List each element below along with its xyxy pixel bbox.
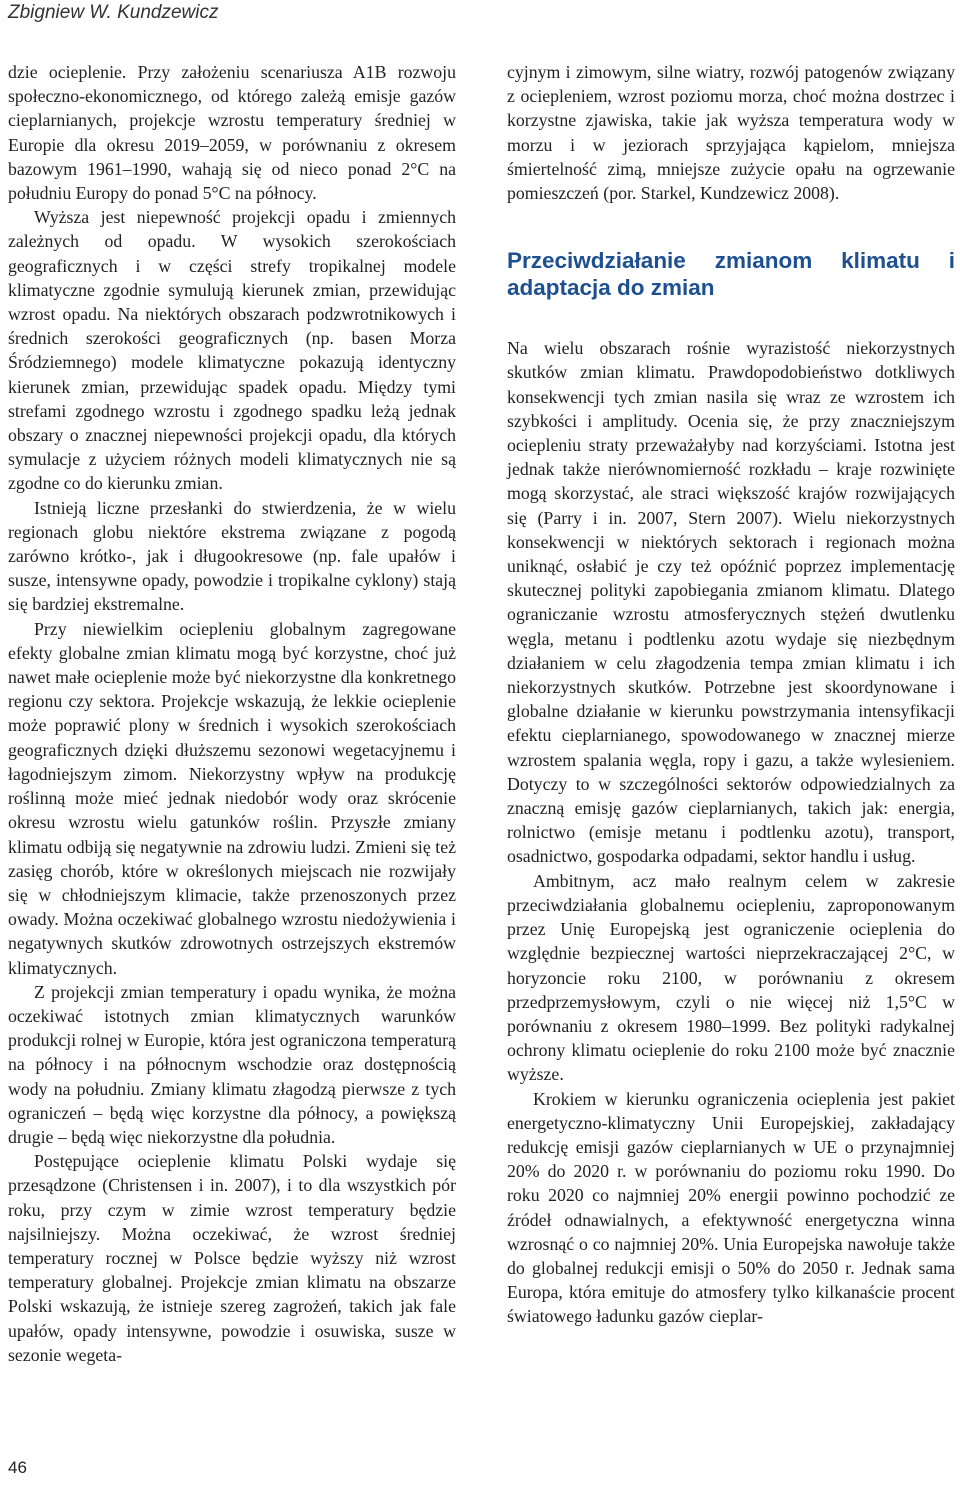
paragraph: Ambitnym, acz mało realnym celem w zakresie przeciwdziałania globalnemu ociepleniu, zaproponowanym przez Unię Europejską jest ograniczenie ocieplenia do względnie bezpiecznej wartości nieprzekraczającej 2°C, w horyzoncie roku 2100, w porównaniu z okresem przedprzemysłowym, czyli o nie więcej niż 1,5°C w porównaniu z okresem 1980–1999. Bez polityki radykalnej ochrony klimatu ocieplenie do roku 2100 może być znacznie wyższe. bbox=[507, 870, 955, 1085]
paragraph: Krokiem w kierunku ograniczenia ocieplenia jest pakiet energetyczno-klimatyczny Unii Europejskiej, zakładający redukcję emisji gazów cieplarnianych w UE o przynajmniej 20% do 2020 r. w porównaniu do poziomu roku 1990. Do roku 2020 co najmniej 20% energii powinno pochodzić ze źródeł odnawialnych, a efektywność energetyczna winna wzrosnąć o co najmniej 20%. Unia Europejska nawołuje także do globalnej redukcji emisji o 50% do 2050 r. Jednak sama Europa, która emituje do atmosfery tylko kilkanaście procent światowego ładunku gazów cieplar- bbox=[507, 1088, 955, 1327]
paragraph: Wyższa jest niepewność projekcji opadu i zmiennych zależnych od opadu. W wysokich szerokościach geograficznych i w części strefy tropikalnej modele klimatyczne zgodnie symulują kierunek zmian, przewidując wzrost opadu. Na niektórych obszarach podzwrotnikowych i średnich szerokości geograficznych (np. basen Morza Śródziemnego) modele klimatyczne pokazują identyczny kierunek zmian, przewidując spadek opadu. Między tymi strefami zgodnego wzrostu i zgodnego spadku leżą jednak obszary o znacznej niepewności projekcji opadu, dla których symulacje z użyciem różnych modeli klimatycznych nie są zgodne co do kierunku zmian. bbox=[8, 207, 456, 494]
paragraph: Z projekcji zmian temperatury i opadu wynika, że można oczekiwać istotnych zmian klimatycznych warunków produkcji rolnej w Europie, która jest ograniczona temperaturą na północy i na północnym wschodzie oraz dostępnością wody na południu. Zmiany klimatu złagodzą pierwsze z tych ograniczeń – będą więc korzystne dla północy, a powiększą drugie – będą więc niekorzystne dla południa. bbox=[8, 981, 456, 1147]
right-column bbox=[507, 60, 955, 1329]
paragraph: Przy niewielkim ociepleniu globalnym zagregowane efekty globalne zmian klimatu mogą być korzystne, choć już nawet małe ocieplenie może być niekorzystne dla konkretnego regionu czy sektora. Projekcje wskazują, że lekkie ocieplenie może poprawić plony w średnich i wysokich szerokościach geograficznych dzięki dłuższemu sezonowi wegetacyjnemu i łagodniejszym zimom. Niekorzystny wpływ na produkcję roślinną może mieć jednak niedobór wody oraz skrócenie okresu wzrostu wielu gatunków roślin. Przyszłe zmiany klimatu odbiją się negatywnie na zdrowiu ludzi. Zmieni się też zasięg chorób, które w określonych miejscach nie rozwijały się w chłodniejszym klimacie, także przenoszonych przez owady. Można oczekiwać globalnego wzrostu niedożywienia i negatywnych skutków zdrowotnych ostrzejszych ekstremów klimatycznych. bbox=[8, 618, 456, 978]
paragraph: dzie ocieplenie. Przy założeniu scenariusza A1B rozwoju społeczno-ekonomicznego, od którego zależą emisje gazów cieplarnianych, projekcje wzrostu temperatury średniej w Europie dla okresu 2019–2059, w porównaniu z okresem bazowym 1961–1990, wahają się od nieco ponad 2°C na południu Europy do ponad 5°C na północy. bbox=[8, 62, 456, 204]
page-number: 46 bbox=[8, 1458, 27, 1477]
section-heading: Przeciwdziałanie zmianom klimatu i adaptacja do zmian bbox=[507, 248, 955, 301]
paragraph: Na wielu obszarach rośnie wyrazistość niekorzystnych skutków zmian klimatu. Prawdopodobieństwo dotkliwych konsekwencji tych zmian nasila się wraz ze wzrostem ich szybkości i amplitudy. Ocenia się, że przy znaczniejszym ociepleniu straty przeważałyby nad korzyściami. Istotna jest jednak także nierównomierność rozkładu – kraje rozwinięte mogą skorzystać, ale straci większość krajów rozwijających się (Parry i in. 2007, Stern 2007). Wielu niekorzystnych konsekwencji w niektórych sektorach i regionach można uniknąć, osłabić je czy też opóźnić poprzez implementację skutecznej polityki zapobiegania zmianom klimatu. Dlatego ograniczanie wzrostu atmosferycznych stężeń dwutlenku węgla, metanu i podtlenku azotu wydaje się niezbędnym działaniem w celu złagodzenia tempa zmian klimatu i ich niekorzystnych skutków. Potrzebne jest skoordynowane i globalne działanie w kierunku powstrzymania intensyfikacji efektu cieplarnianego, spowodowanego w znacznej mierze wzrostem spalania węgla, ropy i gazu, a także wylesieniem. Dotyczy to w szczególności sektorów odpowiedzialnych za znaczną emisję gazów cieplarnianych, takich jak: energia, rolnictwo (emisje metanu i podtlenku azotu), transport, osadnictwo, gospodarka odpadami, sektor handlu i usług. bbox=[507, 338, 955, 867]
left-column bbox=[8, 60, 456, 1367]
paragraph: Postępujące ocieplenie klimatu Polski wydaje się przesądzone (Christensen i in. 2007), i to dla wszystkich pór roku, przy czym w zimie wzrost temperatury będzie najsilniejszy. Można oczekiwać, że wzrost średniej temperatury rocznej w Polsce będzie wyższy niż wzrost temperatury globalnej. Projekcje zmian klimatu na obszarze Polski wskazują, że istnieje szereg zagrożeń, takich jak fale upałów, opady intensywne, powodzie i osuwiska, susze w sezonie wegeta- bbox=[8, 1151, 456, 1365]
running-head: Zbigniew W. Kundzewicz bbox=[8, 2, 219, 23]
paragraph: cyjnym i zimowym, silne wiatry, rozwój patogenów związany z ociepleniem, wzrost poziomu morza, choć można dostrzec i korzystne zjawiska, takie jak wyższa temperatura wody w morzu i w jeziorach sprzyjająca kąpielom, mniejsza śmiertelność zimą, mniejsze zużycie opału na ogrzewanie pomieszczeń (por. Starkel, Kundzewicz 2008). bbox=[507, 62, 955, 204]
paragraph: Istnieją liczne przesłanki do stwierdzenia, że w wielu regionach globu niektóre ekstrema związane z pogodą zarówno krótko-, jak i długookresowe (np. fale upałów i susze, intensywne opady, powodzie i tropikalne cyklony) stają się bardziej ekstremalne. bbox=[8, 497, 456, 615]
